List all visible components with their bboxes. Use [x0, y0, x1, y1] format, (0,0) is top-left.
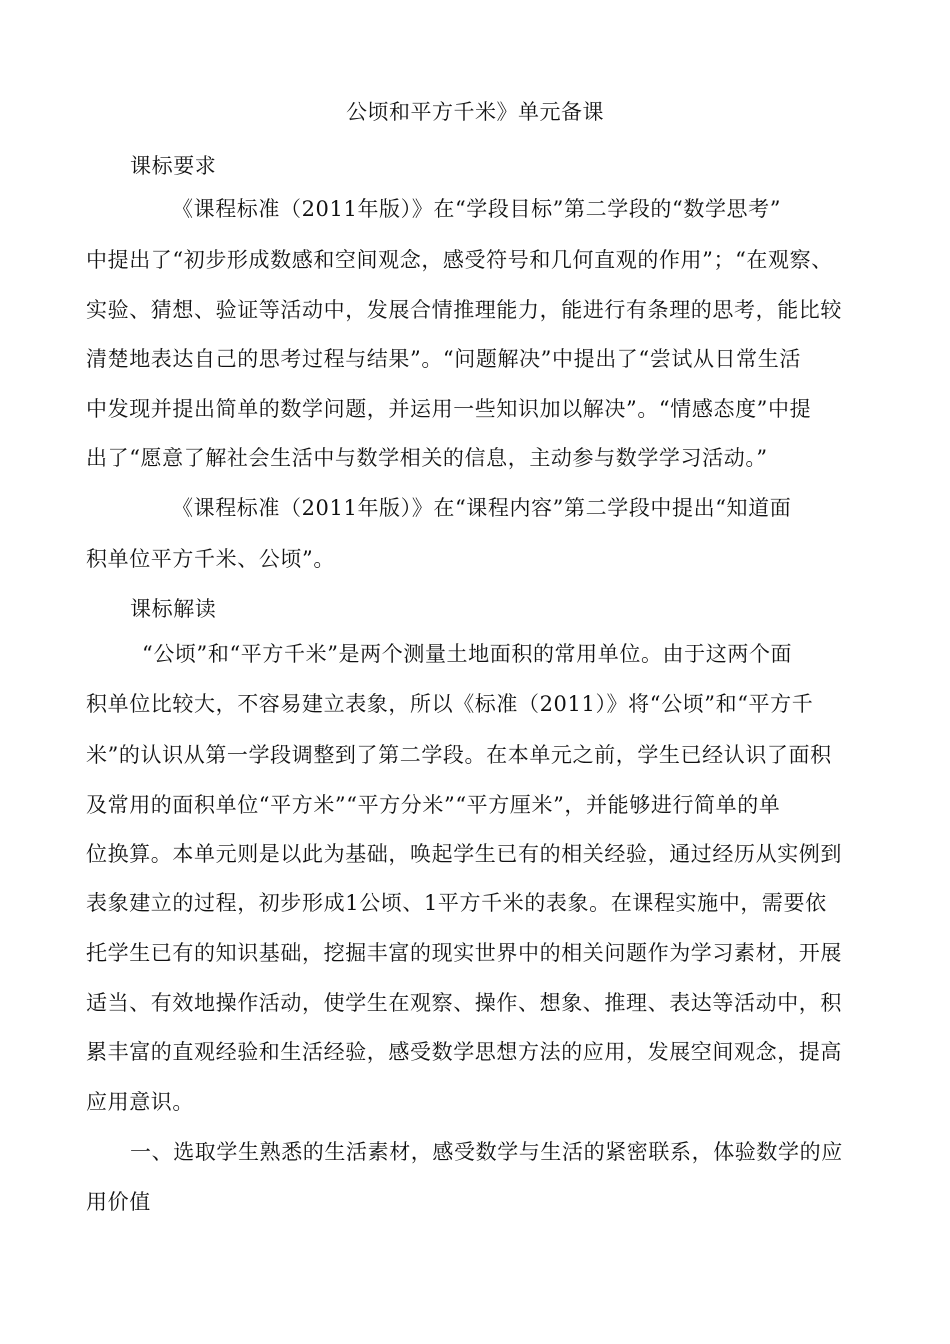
paragraph-line: 位换算。本单元则是以此为基础，唤起学生已有的相关经验，通过经历从实例到: [86, 842, 842, 866]
paragraph-line: 中发现并提出简单的数学问题，并运用一些知识加以解决”。“情感态度”中提: [86, 397, 812, 421]
paragraph-line: 表象建立的过程，初步形成1公顷、1平方千米的表象。在课程实施中，需要依: [86, 891, 827, 915]
paragraph-line: 一、选取学生熟悉的生活素材，感受数学与生活的紧密联系，体验数学的应: [130, 1140, 843, 1164]
paragraph-line: 《课程标准（2011年版）》在“课程内容”第二学段中提出“知道面: [172, 496, 792, 520]
document-title: 公顷和平方千米》单元备课: [346, 100, 604, 124]
paragraph-line: 用价值: [86, 1190, 151, 1214]
paragraph-line: 米”的认识从第一学段调整到了第二学段。在本单元之前，学生已经认识了面积: [86, 743, 832, 767]
paragraph-line: 托学生已有的知识基础，挖掘丰富的现实世界中的相关问题作为学习素材，开展: [86, 941, 842, 965]
paragraph-line: 积单位比较大，不容易建立表象，所以《标准（2011）》将“公顷”和“平方千: [86, 692, 814, 716]
section-heading-standards: 课标要求: [130, 154, 217, 178]
paragraph-line: 适当、有效地操作活动，使学生在观察、操作、想象、推理、表达等活动中，积: [86, 991, 842, 1015]
paragraph-line: 应用意识。: [86, 1090, 194, 1114]
paragraph-line: “公顷”和“平方千米”是两个测量土地面积的常用单位。由于这两个面: [142, 642, 793, 666]
paragraph-line: 累丰富的直观经验和生活经验，感受数学思想方法的应用，发展空间观念，提高: [86, 1040, 842, 1064]
paragraph-line: 清楚地表达自己的思考过程与结果”。“问题解决”中提出了“尝试从日常生活: [86, 347, 801, 371]
paragraph-line: 出了“愿意了解社会生活中与数学相关的信息，主动参与数学学习活动。”: [86, 446, 768, 470]
paragraph-line: 及常用的面积单位“平方米”“平方分米”“平方厘米”，并能够进行简单的单: [86, 793, 781, 817]
paragraph-line: 实验、猜想、验证等活动中，发展合情推理能力，能进行有条理的思考，能比较: [86, 298, 842, 322]
paragraph-line: 中提出了“初步形成数感和空间观念，感受符号和几何直观的作用”；“在观察、: [86, 248, 833, 272]
paragraph-line: 积单位平方千米、公顷”。: [86, 547, 335, 571]
paragraph-line: 《课程标准（2011年版）》在“学段目标”第二学段的“数学思考”: [172, 197, 782, 221]
section-heading-interpretation: 课标解读: [130, 597, 217, 621]
